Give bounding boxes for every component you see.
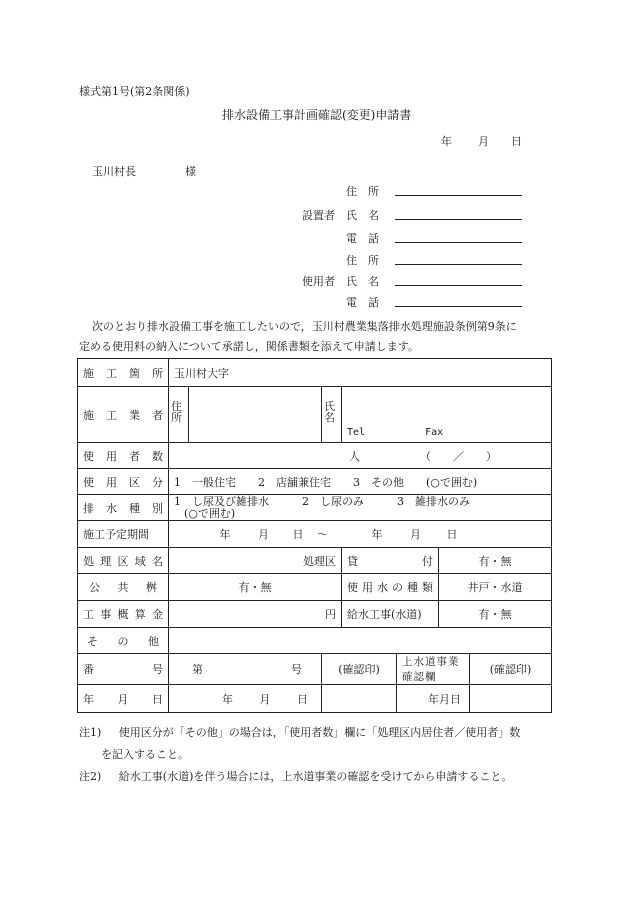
loan-field[interactable] bbox=[439, 548, 552, 574]
note-2 bbox=[79, 768, 512, 784]
contractor-address-label: 住 所 bbox=[169, 387, 189, 443]
period-to-month: 月 bbox=[410, 528, 421, 541]
users-label: 使 用 者 数 bbox=[83, 449, 163, 463]
confirm-stamp-1: (確認印) bbox=[322, 654, 397, 685]
row-area bbox=[78, 548, 552, 574]
area-label: 処 理 区 域 名 bbox=[83, 554, 163, 568]
period-label: 施工予定期間 bbox=[78, 521, 169, 548]
row-category bbox=[78, 469, 552, 495]
row-number bbox=[78, 654, 552, 685]
user-name-field[interactable] bbox=[395, 285, 522, 286]
installer-address-label: 住 所 bbox=[346, 185, 379, 198]
supply-field[interactable] bbox=[439, 601, 552, 628]
number-field[interactable]: 第 号 bbox=[169, 654, 322, 685]
masu-value: 有・無 bbox=[238, 581, 272, 594]
installer-label: 設置者 bbox=[302, 209, 335, 222]
installer-phone-label: 電 話 bbox=[346, 232, 379, 245]
application-table bbox=[77, 358, 552, 713]
other-label: そ の 他 bbox=[87, 634, 159, 648]
user-phone-label: 電 話 bbox=[346, 296, 379, 309]
form-title: 排水設備工事計画確認(変更)申請書 bbox=[222, 108, 412, 122]
site-value: 玉川村大字 bbox=[174, 366, 229, 380]
period-field[interactable] bbox=[169, 521, 552, 548]
supply-value: 有・無 bbox=[478, 608, 512, 621]
row-other bbox=[78, 628, 552, 654]
site-label: 施 工 箇 所 bbox=[83, 366, 163, 380]
date-day: 日 bbox=[511, 135, 522, 148]
body-line-1: 次のとおり排水設備工事を施工したいので，玉川村農業集落排水処理施設条例第9条に bbox=[92, 320, 517, 333]
date-field[interactable]: 年 月 日 bbox=[169, 685, 322, 713]
note-1-line-2: を記入すること。 bbox=[101, 748, 189, 761]
contractor-label: 施 工 業 者 bbox=[83, 408, 163, 422]
row-masu bbox=[78, 574, 552, 601]
cost-field[interactable] bbox=[169, 601, 342, 628]
note-2-head: 注2) bbox=[79, 770, 102, 783]
period-to-day: 日 bbox=[446, 528, 458, 541]
row-site bbox=[78, 359, 552, 387]
stamp-field-2[interactable] bbox=[470, 685, 552, 713]
user-name-label: 氏 名 bbox=[346, 275, 379, 288]
users-paren: （ ／ ） bbox=[420, 449, 497, 463]
installer-address-field[interactable] bbox=[395, 195, 522, 196]
note-1-line-1: 使用区分が「その他」の場合は，「使用者数」欄に「処理区内居住者／使用者」数 bbox=[118, 726, 521, 739]
date-row-label: 年 月 日 bbox=[83, 692, 163, 706]
row-date bbox=[78, 685, 552, 713]
area-field[interactable] bbox=[169, 548, 342, 574]
row-users bbox=[78, 443, 552, 469]
user-address-field[interactable] bbox=[395, 264, 522, 265]
period-from-day: 日 bbox=[292, 528, 304, 541]
area-unit: 処理区 bbox=[303, 554, 336, 568]
date-month: 月 bbox=[478, 135, 489, 148]
masu-field[interactable] bbox=[169, 574, 342, 601]
stamp-field-1[interactable] bbox=[322, 685, 397, 713]
row-cost bbox=[78, 601, 552, 628]
users-field[interactable] bbox=[169, 443, 552, 469]
installer-phone-field[interactable] bbox=[395, 242, 522, 243]
addressee-name: 玉川村長 bbox=[92, 165, 136, 178]
confirm-stamp-2: (確認印) bbox=[470, 654, 552, 685]
note-1-head: 注1) bbox=[79, 726, 102, 739]
note-1 bbox=[79, 724, 520, 740]
drain-label: 排 水 種 別 bbox=[83, 501, 163, 515]
users-unit: 人 bbox=[349, 449, 360, 463]
row-drain bbox=[78, 495, 552, 521]
water-type-value: 井戸・水道 bbox=[467, 581, 523, 594]
office-date-field[interactable]: 年 月 日 bbox=[397, 685, 470, 713]
user-phone-field[interactable] bbox=[395, 306, 522, 307]
masu-label: 公 共 桝 bbox=[89, 581, 157, 594]
date-year: 年 bbox=[441, 135, 452, 148]
water-type-label: 使 用 水 の 種 類 bbox=[347, 581, 433, 594]
category-field[interactable] bbox=[169, 469, 552, 495]
supply-label: 給水工事(水道) bbox=[342, 601, 439, 628]
user-label: 使用者 bbox=[302, 275, 335, 288]
cost-label: 工 事 概 算 金 bbox=[83, 608, 163, 621]
contractor-name-label: 氏 名 bbox=[322, 387, 342, 443]
addressee-honorific: 様 bbox=[185, 165, 196, 178]
other-field[interactable] bbox=[169, 628, 552, 654]
body-line-2: 定める使用料の納入について承諾し，関係書類を添えて申請します。 bbox=[79, 340, 419, 353]
period-from-month: 月 bbox=[258, 528, 269, 541]
fax-label: Fax bbox=[425, 427, 444, 438]
water-office-label: 上水道事業確認欄 bbox=[397, 654, 470, 685]
water-type-field[interactable] bbox=[439, 574, 552, 601]
user-address-label: 住 所 bbox=[346, 254, 379, 267]
site-field[interactable] bbox=[169, 359, 552, 387]
installer-name-label: 氏 名 bbox=[346, 209, 379, 222]
row-period bbox=[78, 521, 552, 548]
number-label: 番 号 bbox=[83, 663, 163, 676]
loan-value: 有・無 bbox=[478, 554, 512, 568]
drain-value-2: (○で囲む) bbox=[184, 506, 236, 520]
cost-unit: 円 bbox=[325, 608, 336, 621]
tel-label: Tel bbox=[347, 427, 366, 438]
period-to-year: 年 bbox=[371, 528, 383, 541]
row-contractor bbox=[78, 387, 552, 443]
drain-value-1: 1 し尿及び雑排水 2 し尿のみ 3 雑排水のみ bbox=[174, 494, 470, 508]
loan-label: 貸 付 bbox=[347, 554, 433, 568]
drain-field[interactable] bbox=[169, 495, 552, 521]
category-value: 1 一般住宅 2 店舗兼住宅 3 その他 (○で囲む) bbox=[174, 475, 478, 489]
installer-name-field[interactable] bbox=[395, 219, 522, 220]
contractor-name-field[interactable] bbox=[342, 387, 552, 443]
note-2-line-1: 給水工事(水道)を伴う場合には，上水道事業の確認を受けてから申請すること。 bbox=[118, 770, 513, 783]
form-id: 様式第1号(第2条関係) bbox=[79, 85, 190, 98]
contractor-address-field[interactable] bbox=[189, 387, 322, 443]
category-label: 使 用 区 分 bbox=[83, 475, 163, 489]
period-tilde: 〜 bbox=[317, 528, 328, 541]
period-from-year: 年 bbox=[219, 528, 231, 541]
